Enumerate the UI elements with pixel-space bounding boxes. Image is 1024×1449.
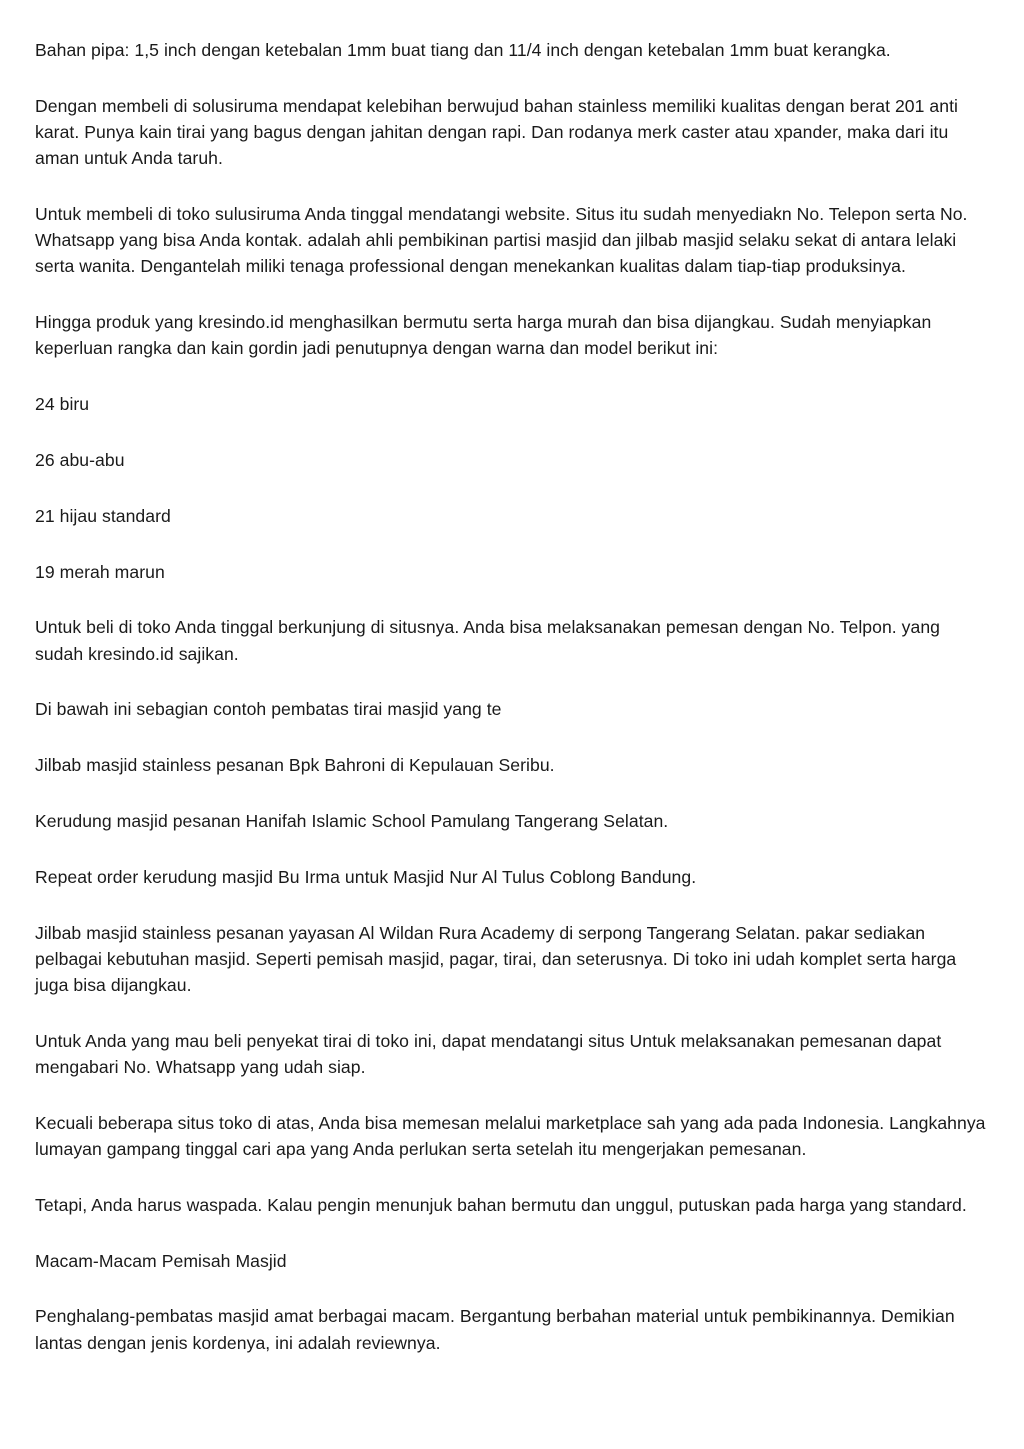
section-heading-divider-types: Macam-Macam Pemisah Masjid	[35, 1250, 287, 1271]
paragraph-caution: Tetapi, Anda harus waspada. Kalau pengin menunjuk bahan bermutu dan unggul, putuskan pada harga yang standard.	[35, 1194, 967, 1215]
color-item-gray: 26 abu-abu	[35, 450, 125, 470]
paragraph-examples-intro: Di bawah ini sebagian contoh pembatas tirai masjid yang te	[35, 699, 502, 720]
example-item-hanifah: Kerudung masjid pesanan Hanifah Islamic School Pamulang Tangerang Selatan.	[35, 810, 669, 831]
paragraph-buy-at-kresindo: Untuk beli di toko Anda tinggal berkunjung di situsnya. Anda bisa melaksanakan pemesan dengan No. Telpon. yang sudah kresindo.id sajikan.	[35, 617, 941, 664]
color-item-green: 21 hijau standard	[35, 505, 171, 526]
paragraph-solusiruma-advantages: Dengan membeli di solusiruma mendapat kelebihan berwujud bahan stainless memiliki kualitas dengan berat 201 anti karat. Punya kain tirai yang bagus dengan jahitan dengan rapi. Dan rodanya merk caster atau xpander, maka dari itu aman untuk Anda taruh.	[35, 95, 958, 169]
example-item-irma: Repeat order kerudung masjid Bu Irma untuk Masjid Nur Al Tulus Coblong Bandung.	[35, 866, 697, 887]
paragraph-buy-divider: Untuk Anda yang mau beli penyekat tirai di toko ini, dapat mendatangi situs Untuk melaksanakan pemesanan dapat mengabari No. Whatsapp yang udah siap.	[35, 1030, 942, 1077]
paragraph-divider-types-intro: Penghalang-pembatas masjid amat berbagai macam. Bergantung berbahan material untuk pembikinannya. Demikian lantas dengan jenis kordenya, ini adalah reviewnya.	[35, 1306, 955, 1353]
example-item-al-wildan: Jilbab masjid stainless pesanan yayasan Al Wildan Rura Academy di serpong Tangerang Selatan. pakar sediakan pelbagai kebutuhan masjid. Seperti pemisah masjid, pagar, tirai, dan seterusnya. Di toko ini udah komplet serta harga juga bisa dijangkau.	[35, 922, 957, 995]
paragraph-buy-at-sulusiruma: Untuk membeli di toko sulusiruma Anda tinggal mendatangi website. Situs itu sudah menyediakn No. Telepon serta No. Whatsapp yang bisa Anda kontak. adalah ahli pembikinan partisi masjid dan jilbab masjid selaku sekat di antara lelaki serta wanita. Dengantelah miliki tenaga professional dengan menekankan kualitas dalam tiap-tiap produksinya.	[35, 204, 968, 277]
color-item-blue: 24 biru	[35, 394, 90, 415]
color-item-maroon: 19 merah marun	[35, 561, 165, 582]
paragraph-pipe-material: Bahan pipa: 1,5 inch dengan ketebalan 1mm buat tiang dan 11/4 inch dengan ketebalan 1mm buat kerangka.	[35, 40, 891, 60]
paragraph-kresindo-products: Hingga produk yang kresindo.id menghasilkan bermutu serta harga murah dan bisa dijangkau. Sudah menyiapkan keperluan rangka dan kain gordin jadi penutupnya dengan warna dan model berikut ini:	[35, 312, 932, 359]
example-item-bahroni: Jilbab masjid stainless pesanan Bpk Bahroni di Kepulauan Seribu.	[35, 755, 555, 776]
paragraph-marketplace: Kecuali beberapa situs toko di atas, Anda bisa memesan melalui marketplace sah yang ada pada Indonesia. Langkahnya lumayan gampang tinggal cari apa yang Anda perlukan serta setelah itu mengerjakan pemesanan.	[35, 1112, 986, 1159]
